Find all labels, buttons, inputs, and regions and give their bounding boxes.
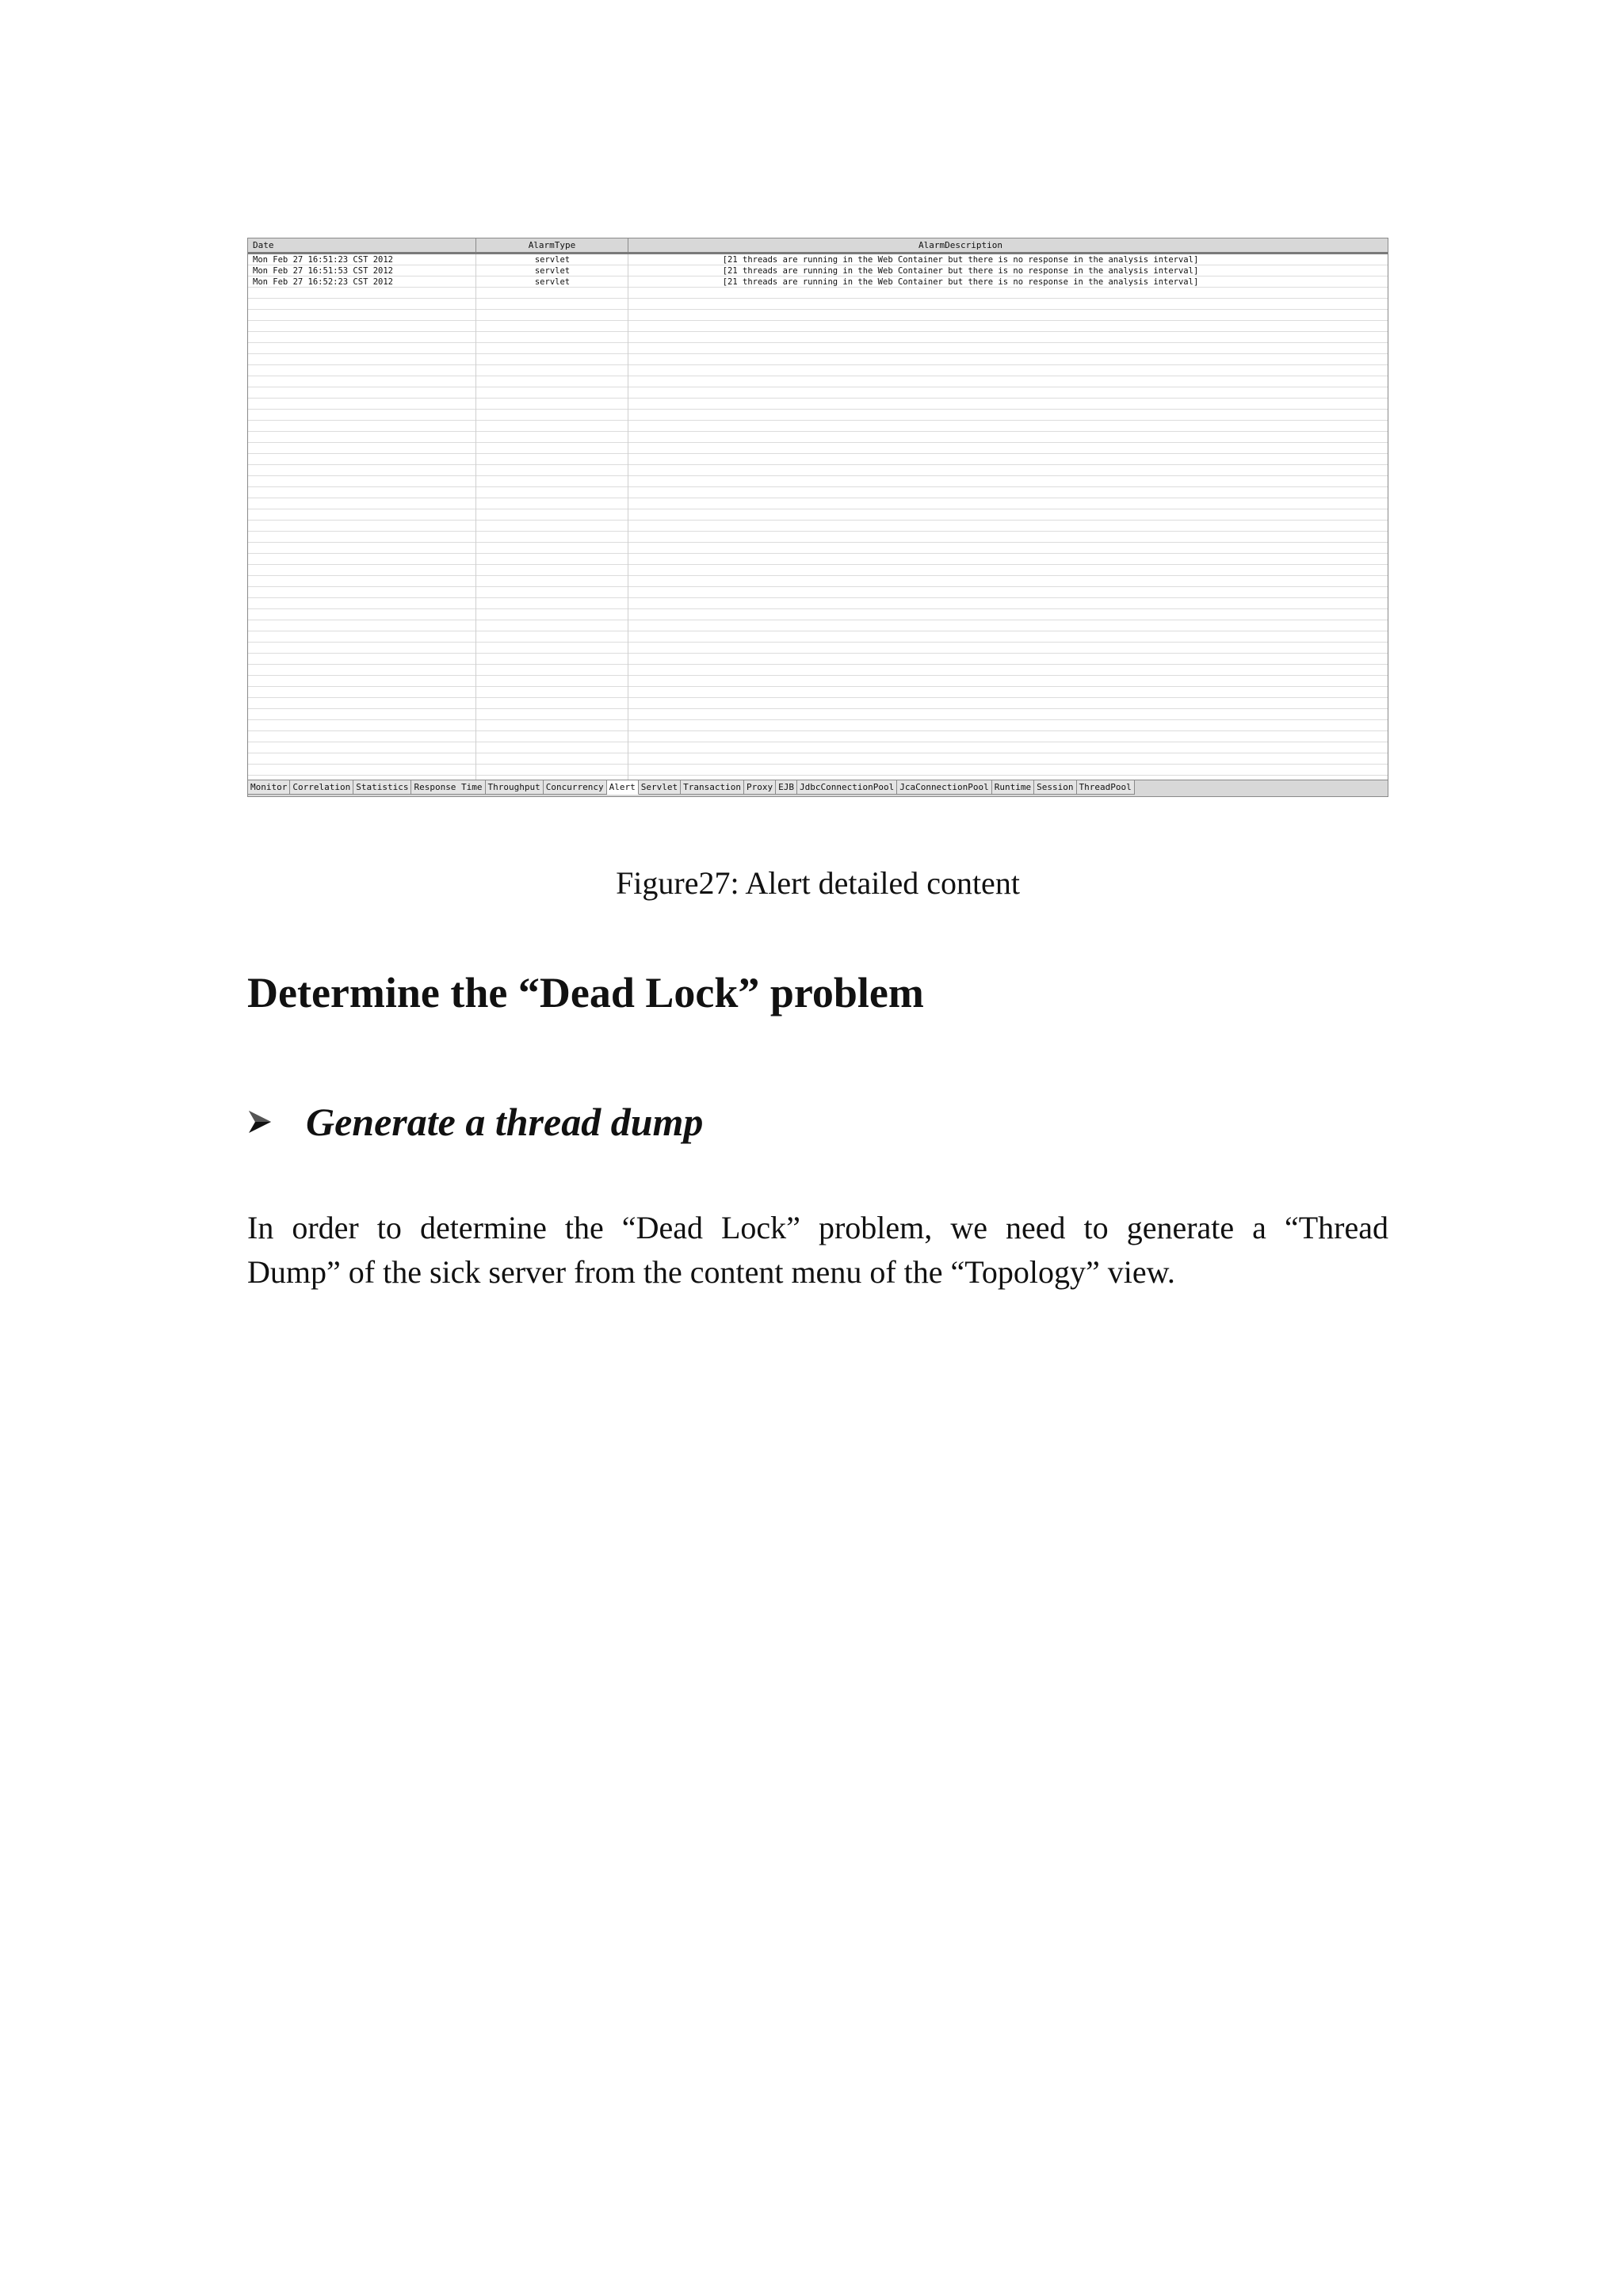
- cell-date: Mon Feb 27 16:51:53 CST 2012: [253, 266, 394, 276]
- alert-table-body: [248, 254, 1388, 780]
- cell-alarm-description: [21 threads are running in the Web Container but there is no response in the analysis interval]: [722, 255, 1199, 265]
- section-heading: Determine the “Dead Lock” problem: [247, 969, 924, 1016]
- tab-throughput[interactable]: Throughput: [486, 780, 544, 795]
- alert-screenshot: [247, 238, 1388, 797]
- arrow-bullet-icon: [247, 1109, 306, 1135]
- tab-statistics[interactable]: Statistics: [353, 780, 411, 795]
- tab-response-time[interactable]: Response Time: [411, 780, 485, 795]
- paragraph-line: Dump” of the sick server from the content menu of the “Topology” view.: [247, 1254, 1175, 1290]
- tab-transaction[interactable]: Transaction: [681, 780, 744, 795]
- body-paragraph: [247, 1206, 1388, 1295]
- tab-concurrency[interactable]: Concurrency: [544, 780, 607, 795]
- cell-alarm-type: servlet: [534, 255, 571, 265]
- figure-caption: Figure27: Alert detailed content: [616, 865, 1020, 901]
- table-row[interactable]: [248, 265, 1388, 277]
- view-tab-bar: [248, 780, 1388, 797]
- tab-monitor[interactable]: Monitor: [248, 780, 290, 795]
- subsection-heading: [247, 1098, 703, 1146]
- table-header: [248, 238, 1388, 254]
- paragraph-line: In order to determine the “Dead Lock” problem, we need to generate a “Thread: [247, 1210, 1388, 1245]
- tab-thread-pool[interactable]: ThreadPool: [1077, 780, 1135, 795]
- tab-ejb[interactable]: EJB: [776, 780, 797, 795]
- tab-session[interactable]: Session: [1034, 780, 1076, 795]
- tab-jdbc-connection-pool[interactable]: JdbcConnectionPool: [797, 780, 897, 795]
- tab-runtime[interactable]: Runtime: [992, 780, 1034, 795]
- cell-alarm-description: [21 threads are running in the Web Container but there is no response in the analysis interval]: [722, 266, 1199, 276]
- column-header-date[interactable]: Date: [248, 238, 476, 252]
- tab-jca-connection-pool[interactable]: JcaConnectionPool: [897, 780, 992, 795]
- column-divider: [475, 254, 476, 780]
- column-header-alarm-description[interactable]: AlarmDescription: [918, 240, 1002, 250]
- tab-servlet[interactable]: Servlet: [639, 780, 681, 795]
- table-row[interactable]: [248, 254, 1388, 265]
- cell-date: Mon Feb 27 16:51:23 CST 2012: [253, 255, 394, 265]
- cell-alarm-description: [21 threads are running in the Web Container but there is no response in the analysis interval]: [722, 277, 1199, 287]
- tab-alert[interactable]: Alert: [607, 780, 639, 795]
- column-header-alarm-type[interactable]: AlarmType: [476, 238, 628, 252]
- cell-date: Mon Feb 27 16:52:23 CST 2012: [253, 277, 394, 287]
- cell-alarm-type: servlet: [534, 277, 571, 287]
- tab-correlation[interactable]: Correlation: [290, 780, 353, 795]
- table-row[interactable]: [248, 277, 1388, 288]
- subsection-title: Generate a thread dump: [306, 1100, 704, 1144]
- tab-proxy[interactable]: Proxy: [744, 780, 776, 795]
- cell-alarm-type: servlet: [534, 266, 571, 276]
